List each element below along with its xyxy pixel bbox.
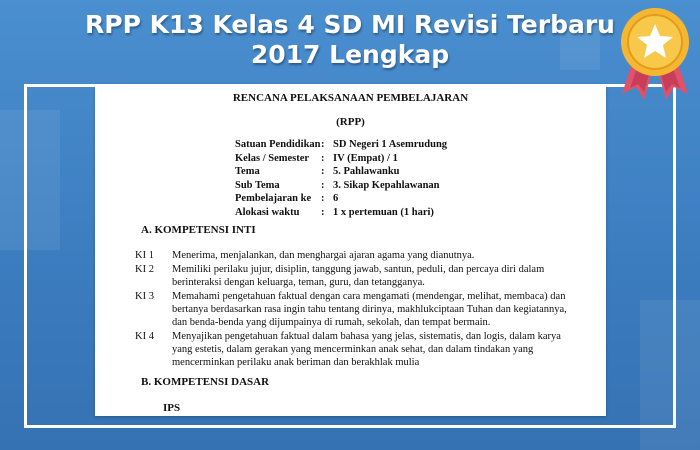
ki-text: Memahami pengetahuan faktual dengan cara mengamati (mendengar, melihat, membaca) dan bertanya berdasarkan rasa ingin tahu tentang dirinya, makhlukciptaan Tuhan dan kegiatannya, dan benda-benda yang dijumpainya di rumah, sekolah, dan tempat bermain.: [172, 291, 567, 328]
info-value: 5. Pahlawanku: [333, 166, 400, 177]
identity-table: [235, 138, 447, 219]
ki-list: [135, 249, 575, 370]
info-row: [235, 192, 447, 206]
info-row: [235, 206, 447, 220]
info-colon: :: [321, 152, 325, 164]
info-value: 6: [333, 193, 339, 204]
list-item: [135, 249, 575, 262]
info-label: Sub Tema: [235, 179, 280, 191]
section-heading-kompetensi-inti: A. KOMPETENSI INTI: [141, 224, 256, 236]
document-subtitle: (RPP): [336, 116, 365, 128]
info-label: Pembelajaran ke: [235, 193, 312, 204]
info-colon: :: [321, 193, 325, 204]
section-heading-kompetensi-dasar: B. KOMPETENSI DASAR: [141, 376, 270, 388]
info-colon: :: [321, 166, 325, 177]
info-value: SD Negeri 1 Asemrudung: [333, 139, 448, 150]
info-colon: :: [321, 179, 325, 191]
ki-code: KI 1: [135, 250, 154, 261]
info-row: [235, 152, 447, 166]
document-preview: [95, 84, 606, 416]
list-item: [135, 290, 575, 329]
info-value: 1 x pertemuan (1 hari): [333, 206, 434, 218]
page-title: [60, 10, 640, 70]
ki-text: Menerima, menjalankan, dan menghargai ajaran agama yang dianutnya.: [172, 250, 475, 261]
ki-code: KI 4: [135, 331, 154, 342]
ki-code: KI 2: [135, 264, 154, 275]
info-label: Alokasi waktu: [235, 206, 300, 218]
title-line-2: 2017 Lengkap: [250, 40, 450, 69]
title-line-1: RPP K13 Kelas 4 SD MI Revisi Terbaru: [85, 10, 615, 39]
info-colon: :: [321, 139, 325, 150]
info-value: IV (Empat) / 1: [333, 152, 398, 164]
subject-heading: IPS: [163, 402, 181, 414]
star-ribbon-badge-icon: [614, 2, 696, 102]
info-label: Satuan Pendidikan: [235, 139, 321, 150]
info-row: [235, 138, 447, 152]
document-title: RENCANA PELAKSANAAN PEMBELAJARAN: [232, 92, 469, 104]
info-colon: :: [321, 206, 325, 218]
info-row: [235, 179, 447, 193]
info-value: 3. Sikap Kepahlawanan: [333, 179, 440, 191]
ki-text: Menyajikan pengetahuan faktual dalam bahasa yang jelas, sistematis, dan logis, dalam karya yang estetis, dalam gerakan yang mencerminkan anak sehat, dan dalam tindakan yang mencerminkan perilaku anak beriman dan berakhlak mulia: [172, 331, 561, 368]
info-row: [235, 165, 447, 179]
ki-code: KI 3: [135, 291, 154, 302]
info-label: Tema: [235, 166, 260, 177]
list-item: [135, 330, 575, 369]
list-item: [135, 263, 575, 289]
ki-text: Memiliki perilaku jujur, disiplin, tanggung jawab, santun, peduli, dan percaya diri dalam berinteraksi dengan keluarga, teman, guru, dan tetangganya.: [172, 264, 545, 288]
info-label: Kelas / Semester: [235, 152, 310, 164]
